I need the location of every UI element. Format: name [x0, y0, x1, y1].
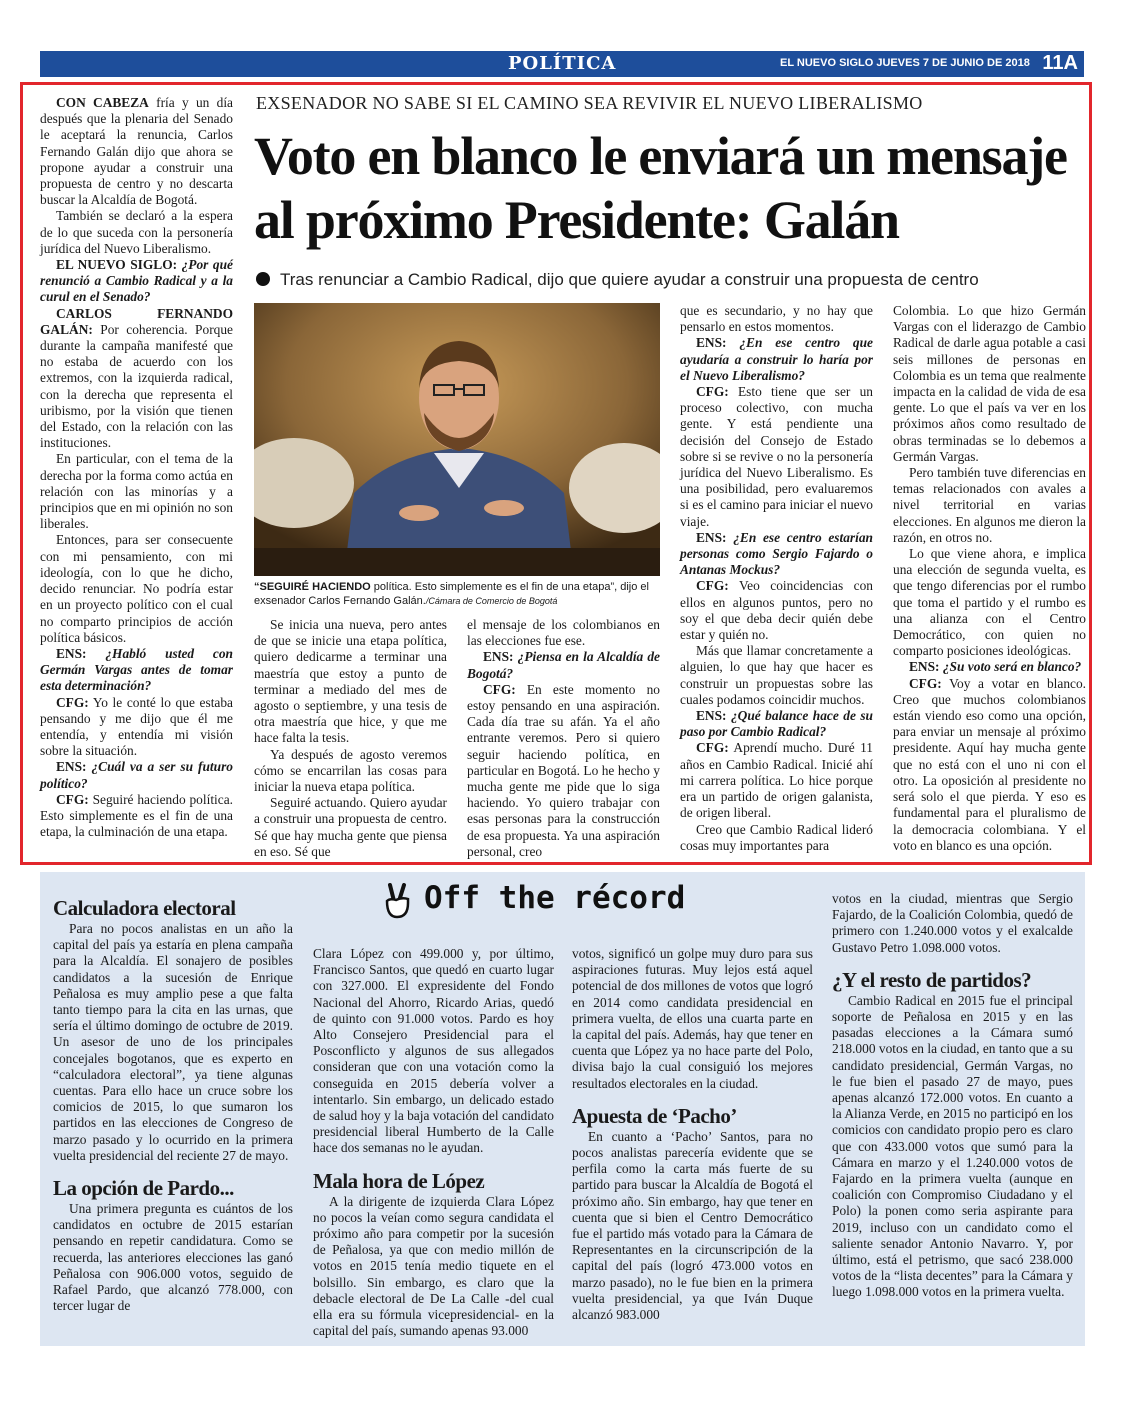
paragraph: Más que llamar concretamente a alguien, lo que hay que hacer es construir un propuestas sobre las cuales podamos coincidir muchos. — [680, 643, 873, 707]
paragraph: Pero también tuve diferencias en temas relacionados con avales a nivel territorial en varias elecciones. En algunos me dieron la razón, en otros no. — [893, 465, 1086, 545]
question: ENS: ¿En ese centro estarían personas como Sergio Fajardo o Antanas Mockus? — [680, 529, 873, 578]
paragraph: Se inicia una nueva, pero antes de que se inicie una etapa política, quiero dedicarme a terminar una maestría que estoy a punto de terminar a mediado del mes de agosto o septiembre, y una tesis de otra maestría que hice, y que me hace falta la tesis. — [254, 617, 447, 746]
article-kicker: EXSENADOR NO SABE SI EL CAMINO SEA REVIVIR EL NUEVO LIBERALISMO — [256, 93, 923, 113]
otr-column-2 — [313, 946, 554, 1339]
headline-line-2: al próximo Presidente: Galán — [254, 190, 899, 250]
answer: CFG: Voy a votar en blanco. Creo que muchos colombianos están viendo eso como una opción, para enviar un mensaje al próximo presidente. Aquí hay mucha gente que no está con el uno ni con el otro. La oposición al presidente no será solo el que pierda. Y eso es fundamental para el pluralismo de la democracia colombiana. Y el voto en blanco es una opción. — [893, 675, 1086, 853]
question: EL NUEVO SIGLO: ¿Por qué renunció a Cambio Radical y a la curul en el Senado? — [40, 257, 233, 305]
publication-date: EL NUEVO SIGLO JUEVES 7 DE JUNIO DE 2018 — [780, 57, 1030, 69]
article-column-2 — [254, 617, 447, 860]
paragraph: Entonces, para ser consecuente con mi pensamiento, con mi ideología, con lo que he dicho, decido renunciar. No podría estar en un proyecto político con el cual no comparto principios de acción política básicos. — [40, 532, 233, 645]
answer: CFG: Aprendí mucho. Duré 11 años en Cambio Radical. Inicié ahí mi carrera política. Lo hice porque era un partido de origen galanista, de origen liberal. — [680, 740, 873, 821]
headline-line-1: Voto en blanco le enviará un mensaje — [254, 126, 1067, 186]
bullet-icon — [256, 272, 270, 286]
question: ENS: ¿Habló usted con Germán Vargas antes de tomar esta determinación? — [40, 645, 233, 694]
otr-heading-pardo: La opción de Pardo... — [53, 1176, 234, 1201]
paragraph: el mensaje de los colombianos en las elecciones fue ese. — [467, 617, 660, 649]
answer: CFG: Seguiré haciendo política. Esto simplemente es el fin de una etapa, la culminación de una etapa. — [40, 791, 233, 840]
question: ENS: ¿Su voto será en blanco? — [909, 659, 1082, 675]
paragraph: Ya después de agosto veremos cómo se encarrilan las cosas para iniciar la nueva etapa política. — [254, 746, 447, 795]
lead-in: CON CABEZA — [56, 95, 149, 110]
otr-column-1 — [53, 896, 293, 1314]
otr-column-3 — [572, 946, 813, 1323]
article-photo — [254, 303, 660, 576]
paragraph: En cuanto a ‘Pacho’ Santos, para no pocos analistas parecería evidente que se perfila como la carta más fuerte de su partido para buscar la Alcaldía de Bogotá el próximo año. Sin embargo, hay que tener en cuenta que si bien el Centro Democrático fue el partido más votado para la Cámara de Representantes en la circunscripción de la capital del país (logró 473.000 votos en marzo pasado), no le fue bien en la primera vuelta presidencial, ya que Iván Duque alcanzó 983.000 — [572, 1128, 813, 1323]
section-banner — [40, 51, 1084, 77]
question: ENS: ¿Qué balance hace de su paso por Cambio Radical? — [680, 708, 873, 740]
answer: CARLOS FERNANDO GALÁN: Por coherencia. Porque durante la campaña manifesté que no estaba de acuerdo con los extremos, con la izquierda radical, con la derecha que representa el uribismo, por la visión que tienen del Estado, con la relación con las instituciones. — [40, 305, 233, 451]
article-column-4 — [680, 303, 873, 854]
otr-heading-pacho: Apuesta de ‘Pacho’ — [572, 1103, 737, 1128]
answer: CFG: Veo coincidencias con ellos en algunos puntos, pero no soy el que deba decir quién debe estar y quién no. — [680, 578, 873, 643]
article-column-3 — [467, 617, 660, 860]
otr-heading-calculadora: Calculadora electoral — [53, 896, 236, 920]
photo-caption: “SEGUIRÉ HACIENDO política. Esto simplemente es el fin de una etapa”, dijo el exsenador Carlos Fernando Galán./Cámara de Comercio de Bogotá — [254, 581, 649, 607]
article-subhead — [256, 270, 979, 290]
paragraph: Colombia. Lo que hizo Germán Vargas con el liderazgo de Cambio Radical de darle agua potable a casi seis millones de personas en Colombia es un tema que realmente impacta en la calidad de vida de esa gente. Lo que el país va ver en los próximos años como resultado de obras terminadas se lo debemos a Germán Vargas. — [893, 303, 1086, 464]
subhead-text: Tras renunciar a Cambio Radical, dijo que quiere ayudar a construir una propuesta de centro — [280, 270, 979, 289]
otr-column-4 — [832, 891, 1073, 1301]
paragraph: Seguiré actuando. Quiero ayudar a construir una propuesta de centro. Sé que hay mucha gente que piensa en eso. Sé que — [254, 795, 447, 859]
off-the-record-title: Off the récord — [424, 880, 686, 916]
paragraph: A la dirigente de izquierda Clara López no pocos la veían como segura candidata el próximo año para competir por la sucesión de Peñalosa, ya que con medio millón de votos en 2015 tenía medio tiquete en el bolsillo. Sin embargo, es claro que la debacle electoral de De La Calle -del cual ella era su fórmula vicepresidencial- en la capital del país, sumando apenas 93.000 — [313, 1193, 554, 1339]
paragraph: que es secundario, y no hay que pensarlo en estos momentos. — [680, 303, 873, 335]
page-number: 11A — [1042, 52, 1078, 74]
paragraph: votos, significó un golpe muy duro para sus aspiraciones futuras. Muy lejos está aquel potencial de dos millones de votos que logró en 2014 como candidata presidencial en primera vuelta, de ellos una cuarta parte en la capital del país. Además, hay que tener en cuenta que López ya no hace parte del Polo, divisa bajo la cual consiguió los mejores resultados electorales en la ciudad. — [572, 946, 813, 1091]
answer: CFG: Esto tiene que ser un proceso colectivo, con mucha gente. Y está pendiente una decisión del Consejo de Estado sobre si se revive o no la personería jurídica del Nuevo Liberalismo. Es una posibilidad, pero evaluaremos si es el camino para iniciar el nuevo viaje. — [680, 384, 873, 529]
paragraph: Clara López con 499.000 y, por último, Francisco Santos, que quedó en cuarto lugar con 327.000. El expresidente del Fondo Nacional del Ahorro, Ricardo Arias, quedó de quinto con 91.000 votos. Pardo es hoy Alto Consejero Presidencial para el Posconflicto y algunos de sus allegados consideran que con una votación como la conseguida en 2015 debería volver a intentarlo. Sin embargo, un delicado estado de salud hoy y la baja votación del candidato presidencial liberal Humberto de la Calle hace dos semanas no le ayudan. — [313, 946, 554, 1156]
paragraph: Una primera pregunta es cuántos de los candidatos en octubre de 2015 estarían pensando en repetir candidatura. Como se recuerda, las anteriores elecciones las ganó Peñalosa con 906.000 votos, seguido de Rafael Pardo, que alcanzó 778.000, con tercer lugar de — [53, 1201, 293, 1314]
question: ENS: ¿Cuál va a ser su futuro político? — [40, 759, 233, 791]
otr-heading-resto: ¿Y el resto de partidos? — [832, 967, 1032, 992]
question: ENS: ¿Piensa en la Alcaldía de Bogotá? — [467, 649, 660, 681]
paragraph: votos en la ciudad, mientras que Sergio Fajardo, de la Coalición Colombia, quedó de primero con 1.240.000 votos y el exalcalde Gustavo Petro 1.098.000 votos. — [832, 891, 1073, 955]
section-name: POLÍTICA — [508, 53, 617, 74]
paragraph: En particular, con el tema de la derecha por la forma como actúa en relación con las minorías y a principios que en mi opinión no son liberales. — [40, 451, 233, 532]
speaker-photo-illustration — [254, 303, 660, 576]
answer: CFG: En este momento no estoy pensando en una aspiración. Cada día trae su afán. Ya el año entrante veremos. Pero si quiero seguir haciendo política, en particular en Bogotá. Lo he hecho y mucha gente me pide que lo siga haciendo. Yo quiero trabajar con esas personas para la construcción de esa propuesta. Ya una aspiración personal, creo — [467, 681, 660, 859]
peace-hand-icon — [382, 883, 412, 919]
paragraph: Cambio Radical en 2015 fue el principal soporte de Peñalosa en 2015 y en las pasadas elecciones a la Cámara sumó 218.000 votos en la ciudad, en tanto que a su candidato presidencial, Germán Vargas, no le fue bien el pasado 27 de mayo, pues apenas alcanzó 172.000 votos. En cuanto a la Alianza Verde, en 2015 no participó en los comicios con candidato propio pero es claro que con 433.000 votos que sumó para la Cámara en marzo y el 1.240.000 votos de Fajardo en la primera vuelta (aunque en coalición con Compromiso Ciudadano y el Polo) la ponen como seria aspirante para 2019, incluso con un candidato como el saliente senador Antonio Navarro. Y, por último, está el petrismo, que sacó 238.000 votos de la “lista decentes” para la Cámara y luego 1.098.000 votos en la primera vuelta. — [832, 992, 1073, 1300]
answer: CFG: Yo le conté lo que estaba pensando y me dijo que él me entendía, y entendía mi visión sobre la situación. — [40, 694, 233, 759]
question: ENS: ¿En ese centro que ayudaría a construir lo haría por el Nuevo Liberalismo? — [680, 335, 873, 383]
paragraph: Lo que viene ahora, e implica una elección de segunda vuelta, es que tengo diferencias por el rumbo que toma el partido y el rumbo es una alianza con el Centro Democrático, con quien no comparto posiciones ideológicas. — [893, 546, 1086, 659]
article-column-1 — [40, 95, 233, 840]
paragraph: También se declaró a la espera de lo que suceda con la personería jurídica del Nuevo Liberalismo. — [40, 208, 233, 256]
paragraph: fría y un día después que la plenaria del Senado le aceptará la renuncia, Carlos Fernando Galán dijo que ahora se propone ayudar a construir una propuesta de centro y no descarta buscar la Alcaldía de Bogotá. — [40, 95, 233, 208]
article-headline — [254, 124, 1094, 252]
paragraph: Para no pocos analistas en un año la capital del país ya estaría en plena campaña para la Alcaldía. El sonajero de posibles candidatos a la sucesión de Enrique Peñalosa es muy amplio pese a que falta tanto tiempo para la cita en las urnas, que sería el último domingo de octubre de 2019. Un asesor de uno de los principales concejales bogotanos, que es experto en “calculadora electoral”, ya tiene algunas cuentas. Para ello hace un cruce sobre los comicios de 2015, lo que sumaron los partidos en las elecciones de Congreso de marzo pasado y lo ocurrido en la primera vuelta presidencial del reciente 27 de mayo. — [53, 921, 293, 1163]
otr-heading-lopez: Mala hora de López — [313, 1168, 485, 1193]
paragraph: Creo que Cambio Radical lideró cosas muy importantes para — [680, 821, 873, 853]
article-column-5 — [893, 303, 1086, 854]
